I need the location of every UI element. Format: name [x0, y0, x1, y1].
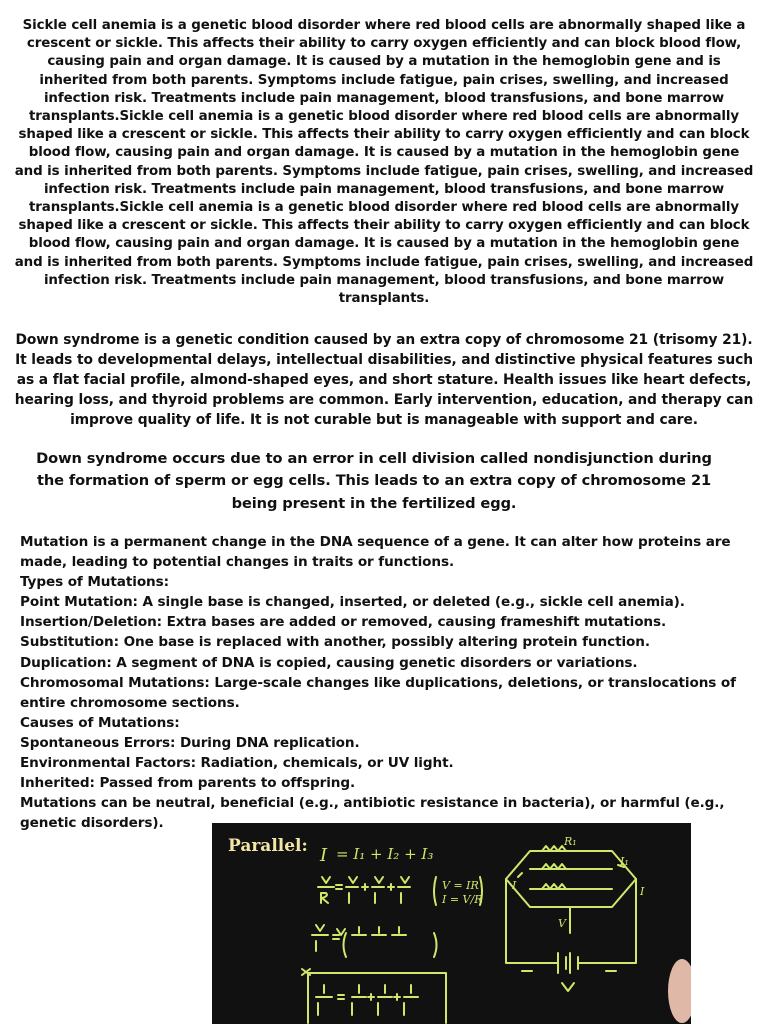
board-title: Parallel: — [228, 836, 308, 856]
mutation-line: Duplication: A segment of DNA is copied, causing genetic disorders or variations. — [20, 654, 638, 671]
mutation-section — [20, 532, 748, 833]
mutation-line: Environmental Factors: Radiation, chemicals, or UV light. — [20, 755, 454, 772]
presenter-hand — [668, 959, 691, 1023]
down-syndrome-paragraph: Down syndrome is a genetic condition caused by an extra copy of chromosome 21 (trisomy 21). It leads to developmental delays, intellectual disabilities, and distinctive physical features such as a flat facial profile, almond-shaped eyes, and short stature. Health issues like heart defects, hearing loss, and thyroid problems are common. Early intervention, education, and therapy can improve quality of life. It is not curable but is manageable with support and care. — [14, 332, 754, 428]
mutation-line: Point Mutation: A single base is changed, inserted, or deleted (e.g., sickle cell anemia). — [20, 594, 685, 611]
mutation-line: Causes of Mutations: — [20, 714, 180, 731]
board-eq-current-rhs: = I₁ + I₂ + I₃ — [336, 845, 434, 863]
board-ohm-i: I = V/R — [442, 893, 483, 906]
board-label-r1: R₁ — [564, 835, 577, 848]
board-label-i-right: I — [640, 885, 645, 898]
sickle-cell-paragraph: Sickle cell anemia is a genetic blood disorder where red blood cells are abnormally shaped like a crescent or sickle. This affects their ability to carry oxygen efficiently and can block blood flow, causing pain and organ damage. It is caused by a mutation in the hemoglobin gene and is inherited from both parents. Symptoms include fatigue, pain crises, swelling, and increased infection risk. Treatments include pain management, blood transfusions, and bone marrow transplants.Sickle cell anemia is a genetic blood disorder where red blood cells are abnormally shaped like a crescent or sickle. This affects their ability to carry oxygen efficiently and can block blood flow, causing pain and organ damage. It is caused by a mutation in the hemoglobin gene and is inherited from both parents. Symptoms include fatigue, pain crises, swelling, and increased infection risk. Treatments include pain management, blood transfusions, and bone marrow transplants.Sickle cell anemia is a genetic blood disorder where red blood cells are abnormally shaped like a crescent or sickle. This affects their ability to carry oxygen efficiently and can block blood flow, causing pain and organ damage. It is caused by a mutation in the hemoglobin gene and is inherited from both parents. Symptoms include fatigue, pain crises, swelling, and increased infection risk. Treatments include pain management, blood transfusions, and bone marrow transplants. — [14, 18, 754, 307]
board-eq-reciprocal — [302, 969, 446, 1023]
mutation-line: Insertion/Deletion: Extra bases are added or removed, causing frameshift mutations. — [20, 614, 667, 631]
mutation-line: Mutation is a permanent change in the DNA sequence of a gene. It can alter how proteins are made, leading to potential changes in traits or functions. — [20, 534, 731, 571]
nondisjunction-paragraph: Down syndrome occurs due to an error in cell division called nondisjunction during the formation of sperm or egg cells. This leads to an extra copy of chromosome 21 being present in the fertilized egg. — [36, 450, 712, 512]
board-label-i1: I₁ — [620, 855, 629, 868]
blackboard-image — [212, 823, 691, 1024]
board-label-v: V — [558, 917, 566, 930]
mutation-line: Inherited: Passed from parents to offspring. — [20, 775, 356, 792]
board-eq-voltage-fractions — [318, 877, 410, 903]
board-ohm-v: V = IR — [442, 879, 479, 892]
board-circuit-diagram — [506, 846, 636, 991]
board-label-i-left: I — [512, 879, 517, 892]
mutation-line: Mutations can be neutral, beneficial (e.g., antibiotic resistance in bacteria), or harmful (e.g., genetic disorders). — [20, 795, 725, 832]
mutation-line: Types of Mutations: — [20, 574, 169, 591]
mutation-line: Spontaneous Errors: During DNA replication. — [20, 734, 360, 751]
mutation-line: Substitution: One base is replaced with another, possibly altering protein function. — [20, 634, 650, 651]
blackboard-drawing — [212, 823, 691, 1024]
board-eq-current: I — [320, 845, 328, 866]
mutation-line: Chromosomal Mutations: Large-scale changes like duplications, deletions, or translocations of entire chromosome sections. — [20, 674, 736, 711]
board-eq-factored — [312, 925, 437, 957]
